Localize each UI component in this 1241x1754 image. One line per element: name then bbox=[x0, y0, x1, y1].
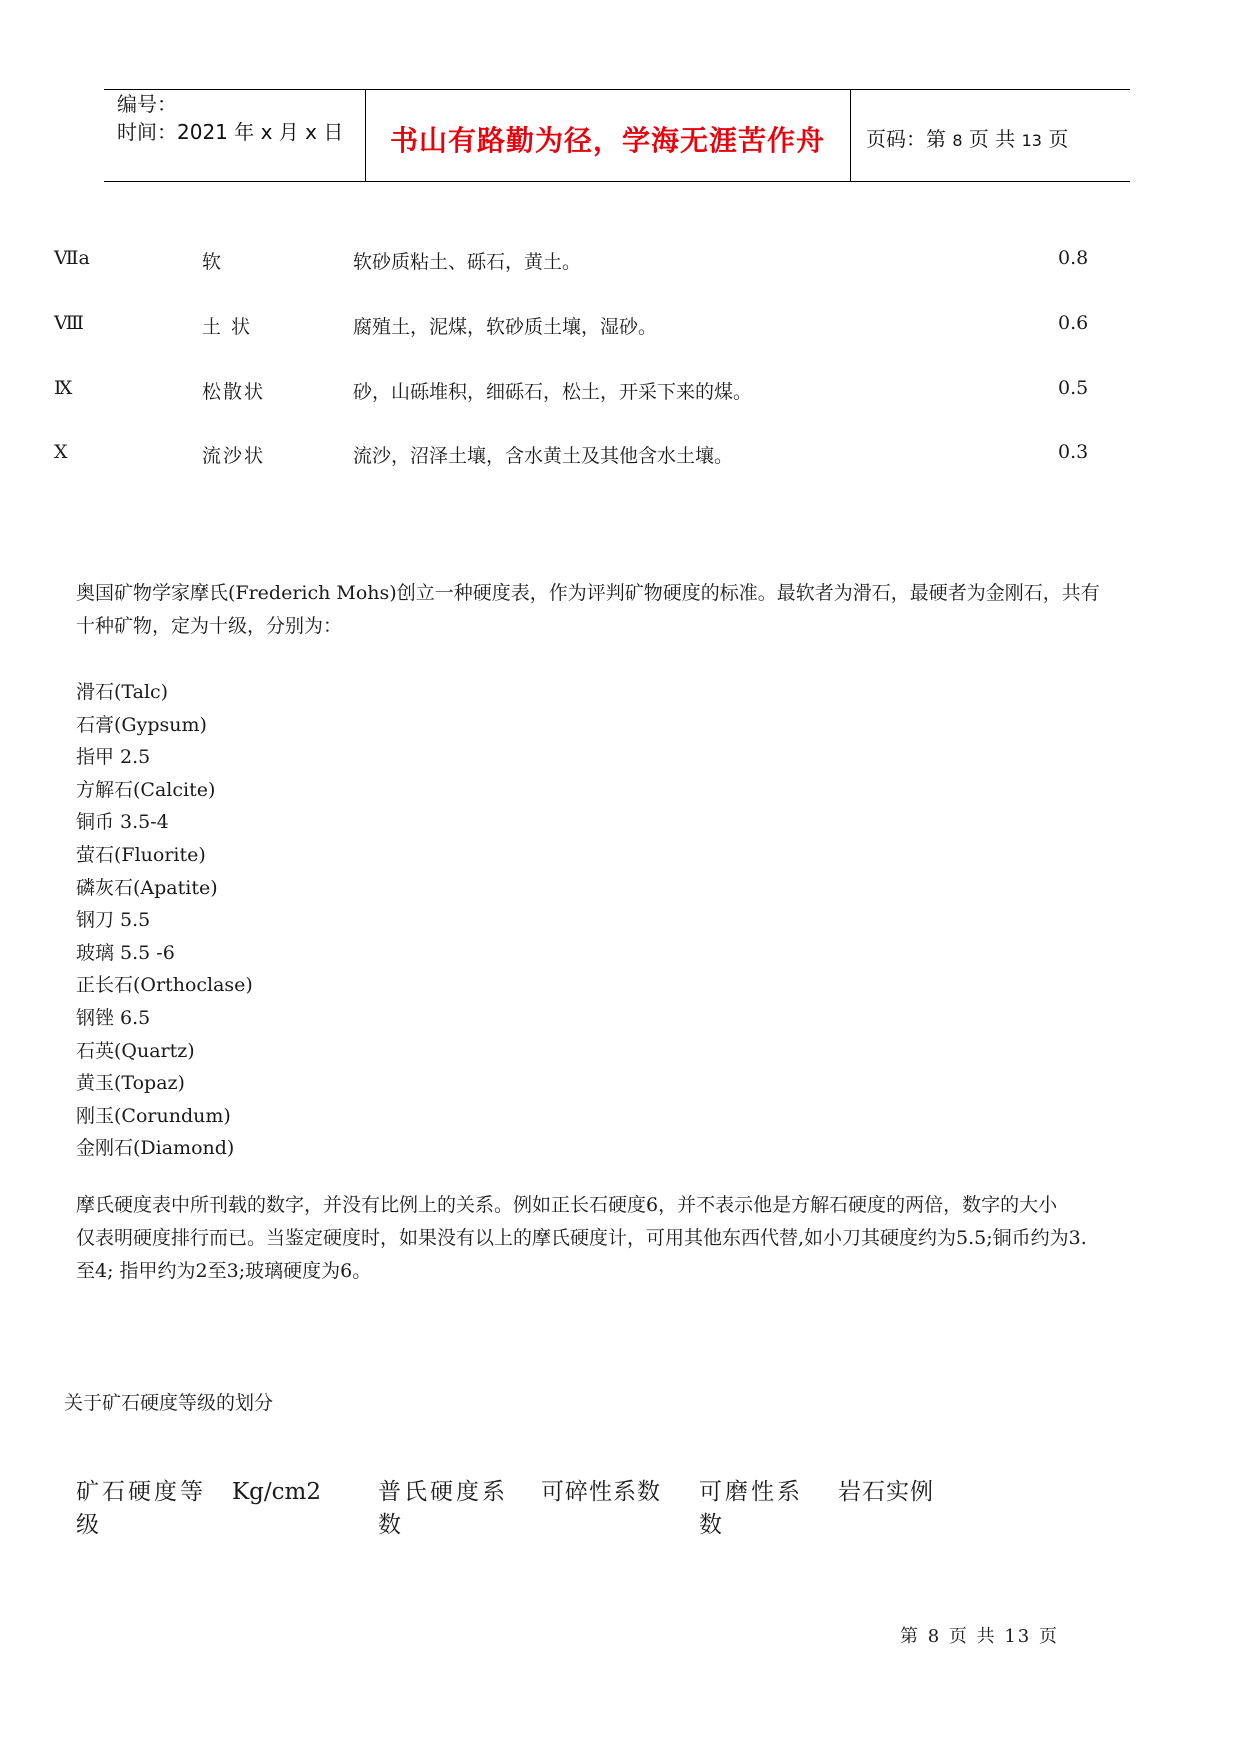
grade-code: Ⅸ bbox=[54, 377, 73, 399]
mineral-list bbox=[76, 676, 253, 1165]
list-item: 石膏(Gypsum) bbox=[76, 713, 207, 736]
grade-coefficient: 0.3 bbox=[1058, 441, 1089, 463]
table-header-text: 普氏硬度系 bbox=[378, 1479, 508, 1505]
grade-coefficient: 0.6 bbox=[1058, 312, 1089, 334]
grade-coefficient: 0.8 bbox=[1058, 247, 1089, 269]
note-paragraph bbox=[76, 1189, 1201, 1288]
list-item: 石英(Quartz) bbox=[76, 1039, 195, 1062]
grade-description: 砂，山砾堆积，细砾石，松土，开采下来的煤。 bbox=[353, 381, 753, 403]
note-line: 至4; 指甲约为2至3;玻璃硬度为6。 bbox=[76, 1260, 372, 1282]
grade-name: 松散状 bbox=[202, 381, 266, 403]
table-header-text: 矿石硬度等 bbox=[76, 1479, 206, 1505]
grade-description: 腐殖土，泥煤，软砂质土壤，湿砂。 bbox=[353, 316, 658, 338]
list-item: 刚玉(Corundum) bbox=[76, 1104, 231, 1127]
list-item: 钢锉 6.5 bbox=[76, 1006, 151, 1029]
intro-line: 十种矿物，定为十级，分别为： bbox=[76, 615, 343, 637]
note-line: 仅表明硬度排行而已。当鉴定硬度时，如果没有以上的摩氏硬度计，可用其他东西代替,如小刀其硬度约为5.5;铜币约为3. bbox=[76, 1227, 1087, 1249]
grade-row bbox=[0, 441, 1241, 471]
list-item: 萤石(Fluorite) bbox=[76, 843, 206, 866]
table-header-strength: Kg/cm2 bbox=[232, 1479, 321, 1505]
grade-name: 流沙状 bbox=[202, 445, 266, 467]
list-item: 铜币 3.5-4 bbox=[76, 811, 169, 834]
list-item: 磷灰石(Apatite) bbox=[76, 876, 218, 899]
list-item: 黄玉(Topaz) bbox=[76, 1072, 185, 1095]
page-mid: 页 共 bbox=[968, 127, 1016, 151]
grade-name: 土 状 bbox=[202, 316, 253, 338]
table-header-text: 数 bbox=[378, 1512, 404, 1538]
table-header-rock-examples: 岩石实例 bbox=[838, 1479, 934, 1505]
grade-row bbox=[0, 377, 1241, 407]
intro-line: 奥国矿物学家摩氏(Frederich Mohs)创立一种硬度表，作为评判矿物硬度的标准。最软者为滑石，最硬者为金刚石，共有 bbox=[76, 582, 1100, 604]
grade-code: Ⅹ bbox=[54, 441, 68, 463]
header-meta bbox=[117, 90, 343, 146]
table-header-crushability: 可碎性系数 bbox=[541, 1479, 661, 1505]
table-header-hardness-grade bbox=[76, 1476, 206, 1542]
list-item: 金刚石(Diamond) bbox=[76, 1137, 235, 1160]
page-total: 13 bbox=[1021, 131, 1042, 150]
header-motto: 书山有路勤为径，学海无涯苦作舟 bbox=[389, 124, 825, 157]
grade-row bbox=[0, 247, 1241, 277]
page-suffix: 页 bbox=[1048, 127, 1069, 151]
grade-name: 软 bbox=[202, 251, 224, 273]
table-header-grindability bbox=[699, 1476, 803, 1542]
list-item: 玻璃 5.5 -6 bbox=[76, 941, 175, 964]
header-bottom-rule bbox=[104, 181, 1130, 182]
list-item: 钢刀 5.5 bbox=[76, 909, 151, 932]
header-divider-right bbox=[850, 89, 851, 182]
page-number: 8 bbox=[952, 131, 963, 150]
intro-paragraph bbox=[76, 577, 1201, 643]
grade-coefficient: 0.5 bbox=[1058, 377, 1089, 399]
grade-description: 软砂质粘土、砾石，黄土。 bbox=[353, 251, 582, 273]
grade-code: Ⅶa bbox=[54, 247, 90, 269]
grade-code: Ⅷ bbox=[54, 312, 84, 334]
table-header-text: 可磨性系 bbox=[699, 1479, 803, 1505]
grade-description: 流沙，沼泽土壤，含水黄土及其他含水土壤。 bbox=[353, 445, 734, 467]
page-prefix: 页码：第 bbox=[866, 127, 946, 151]
table-header-text: 级 bbox=[76, 1512, 102, 1538]
table-header-protodyakonov bbox=[378, 1476, 508, 1542]
list-item: 方解石(Calcite) bbox=[76, 778, 216, 801]
document-number-label: 编号： bbox=[117, 92, 177, 116]
list-item: 指甲 2.5 bbox=[76, 746, 151, 769]
page-footer: 第 8 页 共 13 页 bbox=[900, 1626, 1059, 1647]
document-time: 时间：2021 年 x 月 x 日 bbox=[117, 120, 344, 144]
section-title: 关于矿石硬度等级的划分 bbox=[64, 1392, 274, 1414]
header-page-indicator bbox=[866, 123, 1068, 152]
list-item: 滑石(Talc) bbox=[76, 681, 169, 703]
list-item: 正长石(Orthoclase) bbox=[76, 974, 253, 997]
table-header-text: 数 bbox=[699, 1512, 725, 1538]
header-divider-left bbox=[365, 89, 366, 182]
grade-row bbox=[0, 312, 1241, 342]
note-line: 摩氏硬度表中所刊载的数字，并没有比例上的关系。例如正长石硬度6，并不表示他是方解石硬度的两倍，数字的大小 bbox=[76, 1194, 1058, 1216]
